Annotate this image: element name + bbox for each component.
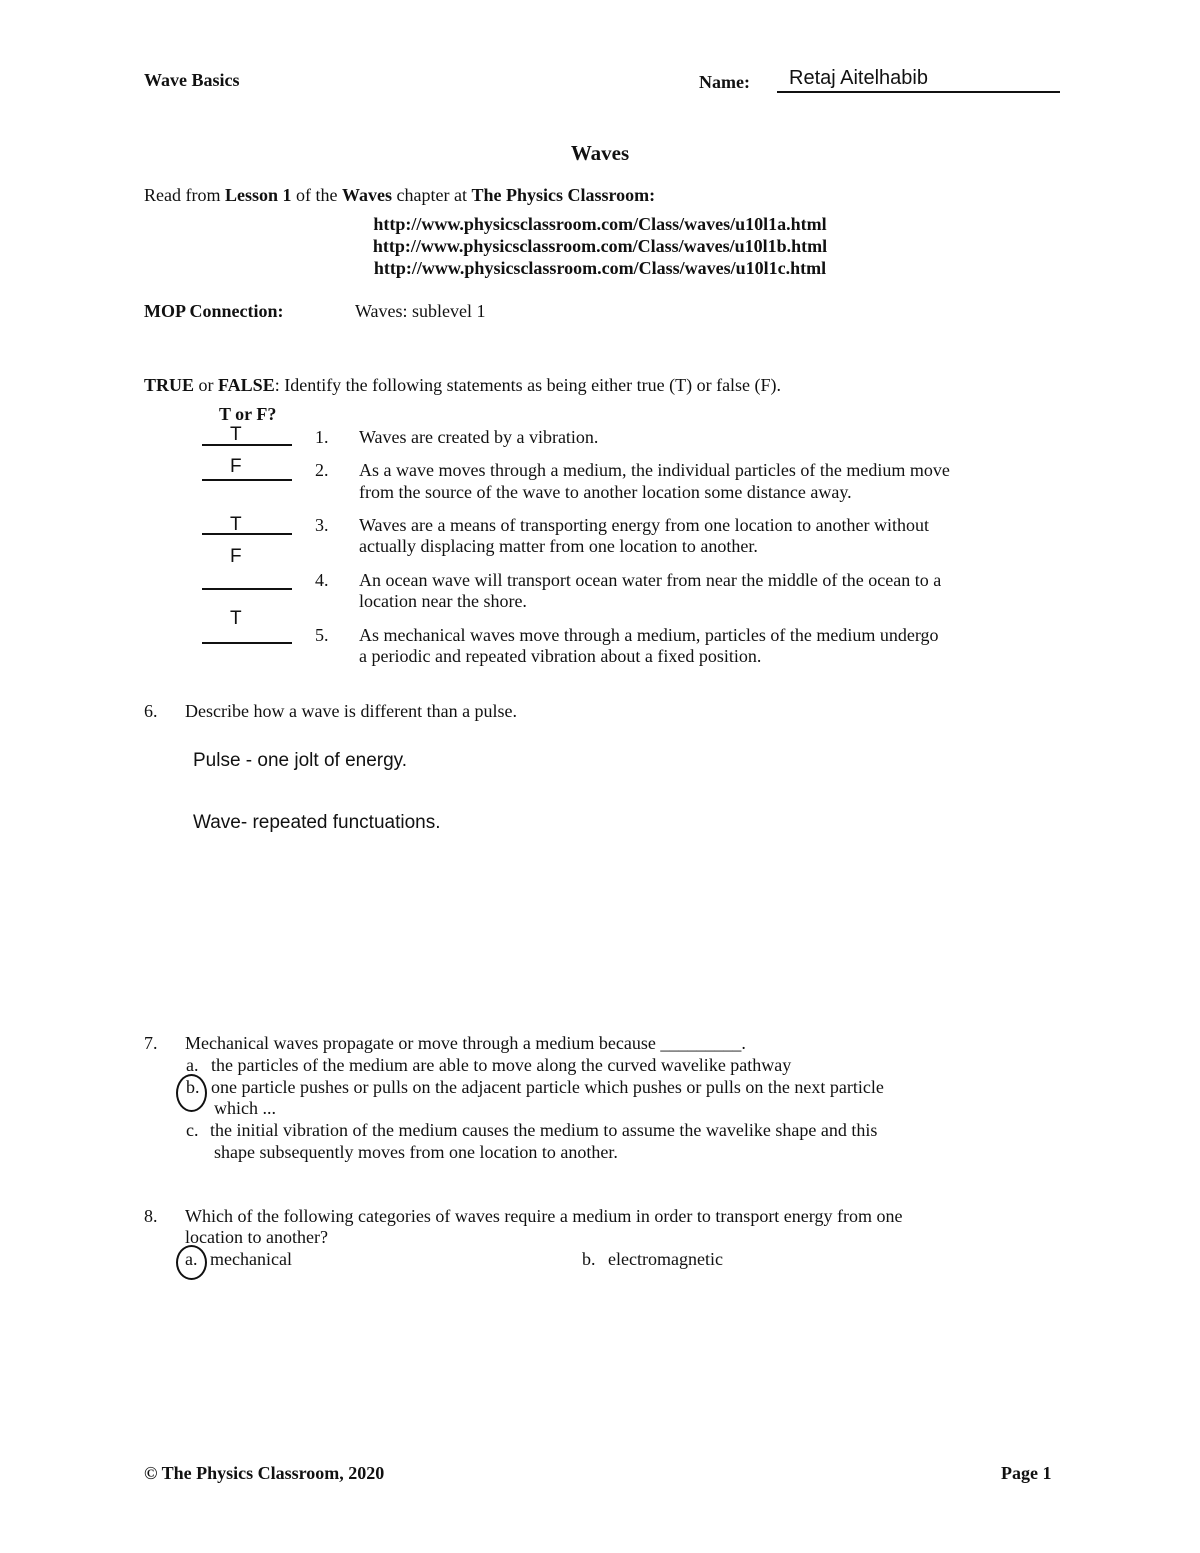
- reading-mid: of the: [291, 185, 342, 205]
- answer-blank: [202, 533, 292, 535]
- tf-statement: As a wave moves through a medium, the individual particles of the medium move: [359, 460, 950, 480]
- q8-text: Which of the following categories of waves require a medium in order to transport energy from one: [185, 1206, 903, 1226]
- q8-option-letter[interactable]: a.: [185, 1249, 198, 1269]
- q7-option-letter[interactable]: a.: [186, 1055, 199, 1075]
- reading-prefix: Read from: [144, 185, 225, 205]
- name-label: Name:: [699, 72, 750, 92]
- q8-number: 8.: [144, 1206, 158, 1226]
- reading-mid2: chapter at: [392, 185, 472, 205]
- tf-number: 4.: [315, 570, 329, 590]
- q8-option-text: electromagnetic: [608, 1249, 723, 1269]
- reading-chapter: Waves: [341, 185, 392, 205]
- header-title: Wave Basics: [144, 70, 240, 90]
- mop-label: MOP Connection:: [144, 301, 284, 321]
- q7-option-text: the initial vibration of the medium causes the medium to assume the wavelike shape and this: [210, 1120, 878, 1140]
- tf-heading-or: or: [194, 375, 219, 395]
- q8-text: location to another?: [185, 1227, 328, 1247]
- answer-blank: [202, 479, 292, 481]
- q7-text: Mechanical waves propagate or move through a medium because _________.: [185, 1033, 746, 1053]
- q7-option-text: one particle pushes or pulls on the adjacent particle which pushes or pulls on the next particle: [211, 1077, 884, 1097]
- footer-page-number: Page 1: [1001, 1463, 1052, 1483]
- tf-statement: location near the shore.: [359, 591, 527, 611]
- answer-blank: [202, 588, 292, 590]
- tf-statement: As mechanical waves move through a medium, particles of the medium undergo: [359, 625, 939, 645]
- name-underline: [777, 91, 1060, 93]
- reading-instruction: [144, 185, 655, 206]
- footer-copyright: © The Physics Classroom, 2020: [144, 1463, 385, 1483]
- reading-site: The Physics Classroom:: [471, 185, 656, 205]
- q6-number: 6.: [144, 701, 158, 721]
- tf-number: 2.: [315, 460, 329, 480]
- q8-option-text: mechanical: [210, 1249, 292, 1269]
- q6-text: Describe how a wave is different than a pulse.: [185, 701, 518, 721]
- url-link-1[interactable]: http://www.physicsclassroom.com/Class/waves/u10l1a.html: [373, 214, 827, 234]
- q7-number: 7.: [144, 1033, 158, 1053]
- tf-answer[interactable]: T: [230, 424, 242, 445]
- tf-heading-rest: : Identify the following statements as being either true (T) or false (F).: [274, 375, 782, 395]
- tf-answer[interactable]: T: [230, 608, 242, 629]
- tf-number: 1.: [315, 427, 329, 447]
- answer-blank: [202, 444, 292, 446]
- url-link-3[interactable]: http://www.physicsclassroom.com/Class/waves/u10l1c.html: [373, 258, 827, 278]
- tf-statement: Waves are created by a vibration.: [359, 427, 599, 447]
- q7-option-letter[interactable]: b.: [186, 1077, 200, 1097]
- name-value[interactable]: Retaj Aitelhabib: [789, 67, 928, 89]
- q7-option-text: which ...: [214, 1098, 276, 1118]
- page-title: Waves: [570, 141, 630, 165]
- q6-answer-line[interactable]: Pulse - one jolt of energy.: [193, 750, 408, 771]
- url-link-2[interactable]: http://www.physicsclassroom.com/Class/waves/u10l1b.html: [372, 236, 828, 256]
- tf-statement: Waves are a means of transporting energy from one location to another without: [359, 515, 930, 535]
- q7-option-letter[interactable]: c.: [186, 1120, 199, 1140]
- tf-number: 5.: [315, 625, 329, 645]
- tf-statement: An ocean wave will transport ocean water from near the middle of the ocean to a: [359, 570, 942, 590]
- tf-statement: from the source of the wave to another location some distance away.: [359, 482, 852, 502]
- tf-heading-false: FALSE: [218, 375, 275, 395]
- answer-blank: [202, 642, 292, 644]
- tf-column-label: T or F?: [219, 404, 277, 424]
- tf-statement: a periodic and repeated vibration about a fixed position.: [359, 646, 762, 666]
- tf-statement: actually displacing matter from one location to another.: [359, 536, 758, 556]
- q6-answer-line[interactable]: Wave- repeated functuations.: [193, 812, 441, 833]
- q7-option-text: the particles of the medium are able to move along the curved wavelike pathway: [211, 1055, 792, 1075]
- reading-lesson: Lesson 1: [224, 185, 292, 205]
- tf-answer[interactable]: F: [230, 546, 242, 567]
- tf-number: 3.: [315, 515, 329, 535]
- mop-value: Waves: sublevel 1: [355, 301, 486, 321]
- tf-heading: [144, 375, 781, 396]
- q7-option-text: shape subsequently moves from one location to another.: [214, 1142, 618, 1162]
- tf-answer[interactable]: T: [230, 514, 242, 535]
- tf-answer[interactable]: F: [230, 456, 242, 477]
- q8-option-letter[interactable]: b.: [582, 1249, 596, 1269]
- tf-heading-true: TRUE: [144, 375, 195, 395]
